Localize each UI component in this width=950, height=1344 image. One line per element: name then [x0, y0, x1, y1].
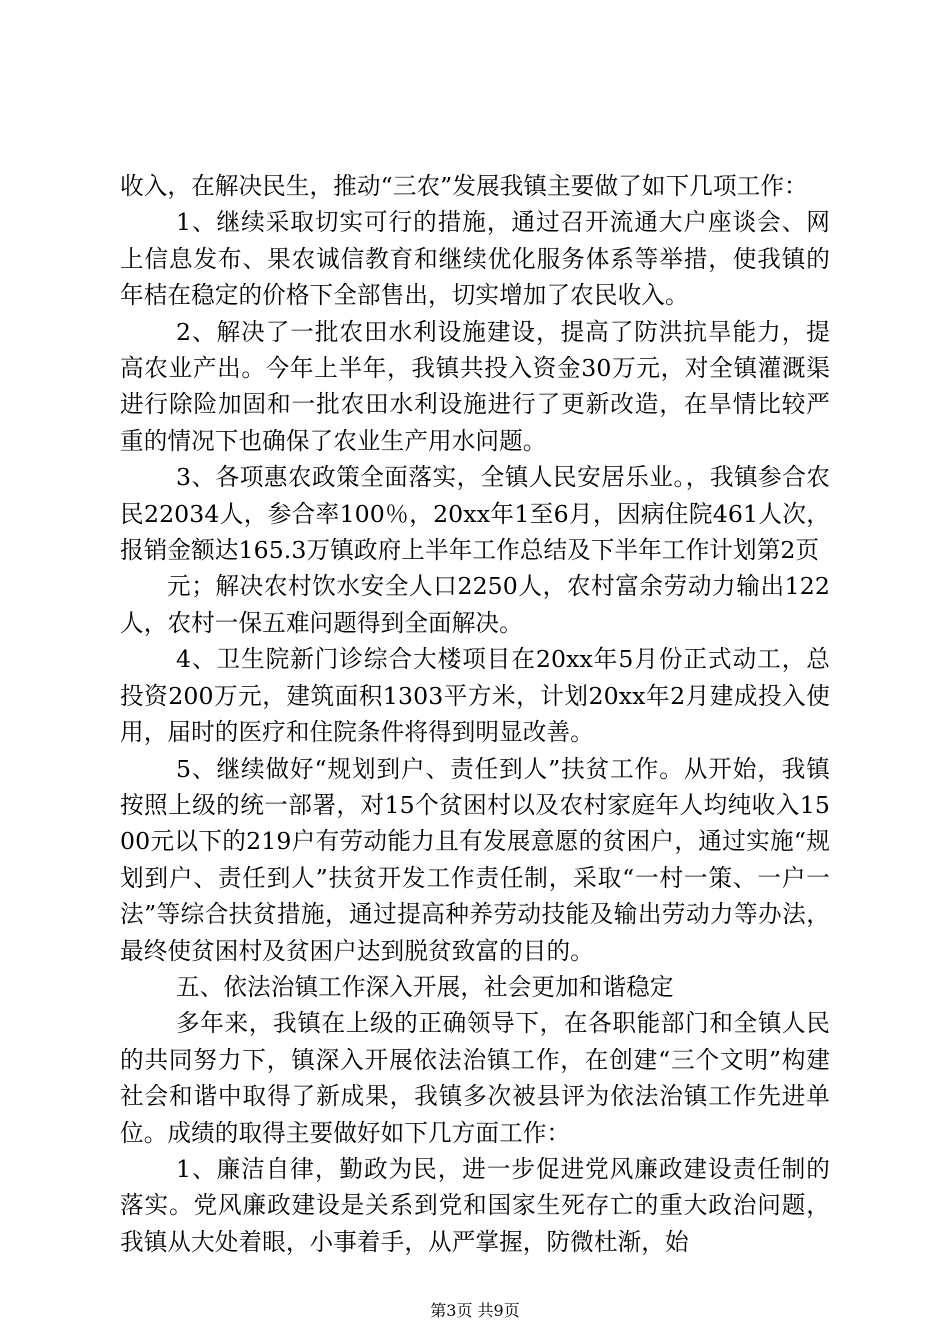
paragraph-section-five-item-1: 1、廉洁自律，勤政为民，进一步促进党风廉政建设责任制的落实。党风廉政建设是关系到党和国家生死存亡的重大政治问题，我镇从大处着眼，小事着手，从严掌握，防微杜渐，始 — [120, 1154, 830, 1256]
paragraph-section-five-intro: 多年来，我镇在上级的正确领导下，在各职能部门和全镇人民的共同努力下，镇深入开展依法治镇工作，在创建“三个文明”构建社会和谐中取得了新成果，我镇多次被县评为依法治镇工作先进单位。成绩的取得主要做好如下几方面工作： — [120, 1009, 830, 1147]
paragraph-intro-continuation: 收入，在解决民生，推动“三农”发展我镇主要做了如下几项工作： — [120, 172, 808, 200]
paragraph-item-2: 2、解决了一批农田水利设施建设，提高了防洪抗旱能力，提高农业产出。今年上半年，我镇共投入资金30万元，对全镇灌溉渠进行除险加固和一批农田水利设施进行了更新改造，在旱情比较严重的情况下也确保了农业生产用水问题。 — [120, 317, 830, 455]
document-body — [120, 168, 830, 1260]
paragraph-item-5: 5、继续做好“规划到户、责任到人”扶贫工作。从开始，我镇按照上级的统一部署，对15个贫困村以及农村家庭年人均纯收入1500元以下的219户有劳动能力且有发展意愿的贫困户，通过实施“规划到户、责任到人”扶贫开发工作责任制，采取“一村一策、一户一法”等综合扶贫措施，通过提高种养劳动技能及输出劳动力等办法，最终使贫困村及贫困户达到脱贫致富的目的。 — [120, 754, 830, 965]
paragraph-item-1: 1、继续采取切实可行的措施，通过召开流通大户座谈会、网上信息发布、果农诚信教育和继续优化服务体系等举措，使我镇的年桔在稳定的价格下全部售出，切实增加了农民收入。 — [120, 208, 830, 310]
paragraph-item-3: 3、各项惠农政策全面落实，全镇人民安居乐业。，我镇参合农民22034人，参合率100％，20xx年1至6月，因病住院461人次，报销金额达165.3万镇政府上半年工作总结及下半年工作计划第2页 — [120, 463, 830, 565]
page-footer: 第3页 共9页 — [430, 1301, 520, 1320]
paragraph-item-3-continued: 元；解决农村饮水安全人口2250人，农村富余劳动力输出122人，农村一保五难问题得到全面解决。 — [120, 572, 830, 637]
section-heading-five: 五、依法治镇工作深入开展，社会更加和谐稳定 — [176, 972, 674, 1001]
paragraph-item-4: 4、卫生院新门诊综合大楼项目在20xx年5月份正式动工，总投资200万元，建筑面积1303平方米，计划20xx年2月建成投入使用，届时的医疗和住院条件将得到明显改善。 — [120, 645, 830, 747]
